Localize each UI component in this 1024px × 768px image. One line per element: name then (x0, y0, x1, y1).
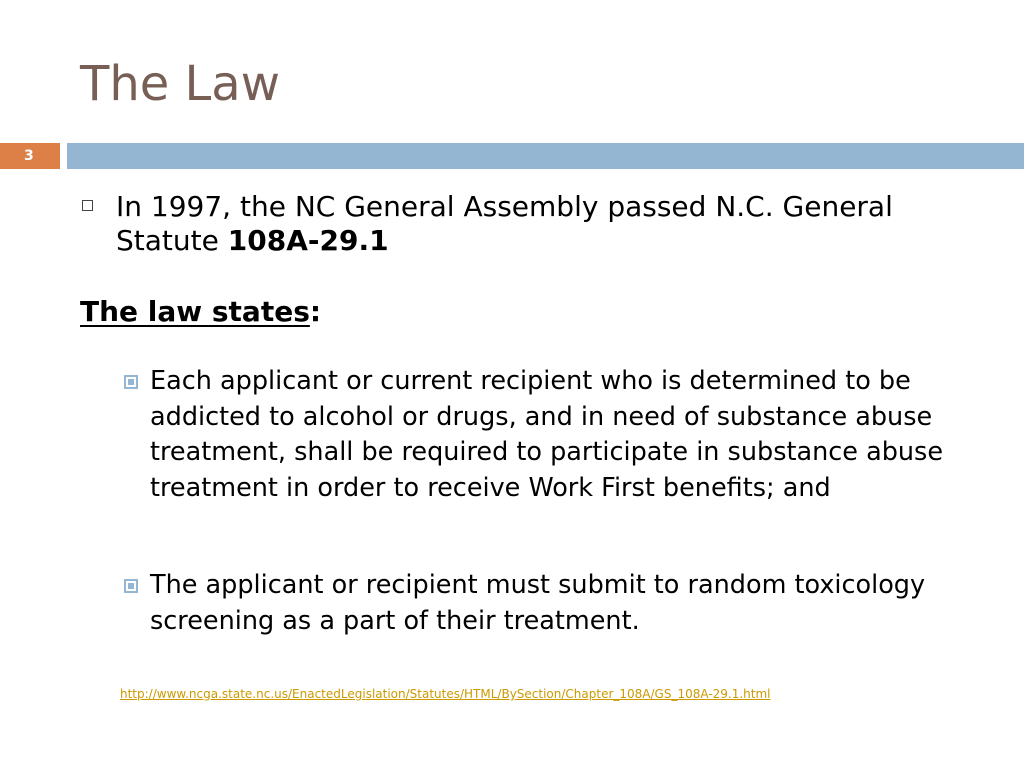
sub-bullet-screening (122, 568, 952, 639)
hollow-square-bullet-icon (82, 200, 93, 211)
sub-bullet-treatment (122, 364, 952, 506)
slide-number: 3 (24, 148, 34, 164)
statute-number: 108A-29.1 (227, 224, 389, 257)
bullet-statute (82, 190, 912, 258)
slide-title: The Law (80, 56, 280, 112)
square-bullet-icon (124, 579, 138, 593)
statute-link[interactable]: http://www.ncga.state.nc.us/EnactedLegislation/Statutes/HTML/BySection/Chapter_108A/GS_108A-29.1.html (120, 687, 771, 701)
title-divider-bar (67, 143, 1024, 169)
sub-bullet-text: The applicant or recipient must submit to random toxicology screening as a part of their treatment. (150, 570, 926, 636)
bullet-statute-text (116, 190, 912, 258)
sub-bullet-text: Each applicant or current recipient who is determined to be addicted to alcohol or drugs, and in need of substance abuse treatment, shall be required to participate in substance abuse treatment in order to receive Work First benefits; and (150, 366, 944, 503)
law-states-heading-colon: : (309, 295, 322, 328)
law-states-heading-text: The law states (80, 295, 310, 328)
law-states-heading (80, 295, 321, 329)
bullet-statute-text-normal: In 1997, the NC General Assembly passed N.C. General Statute (116, 190, 893, 257)
square-bullet-icon (124, 375, 138, 389)
